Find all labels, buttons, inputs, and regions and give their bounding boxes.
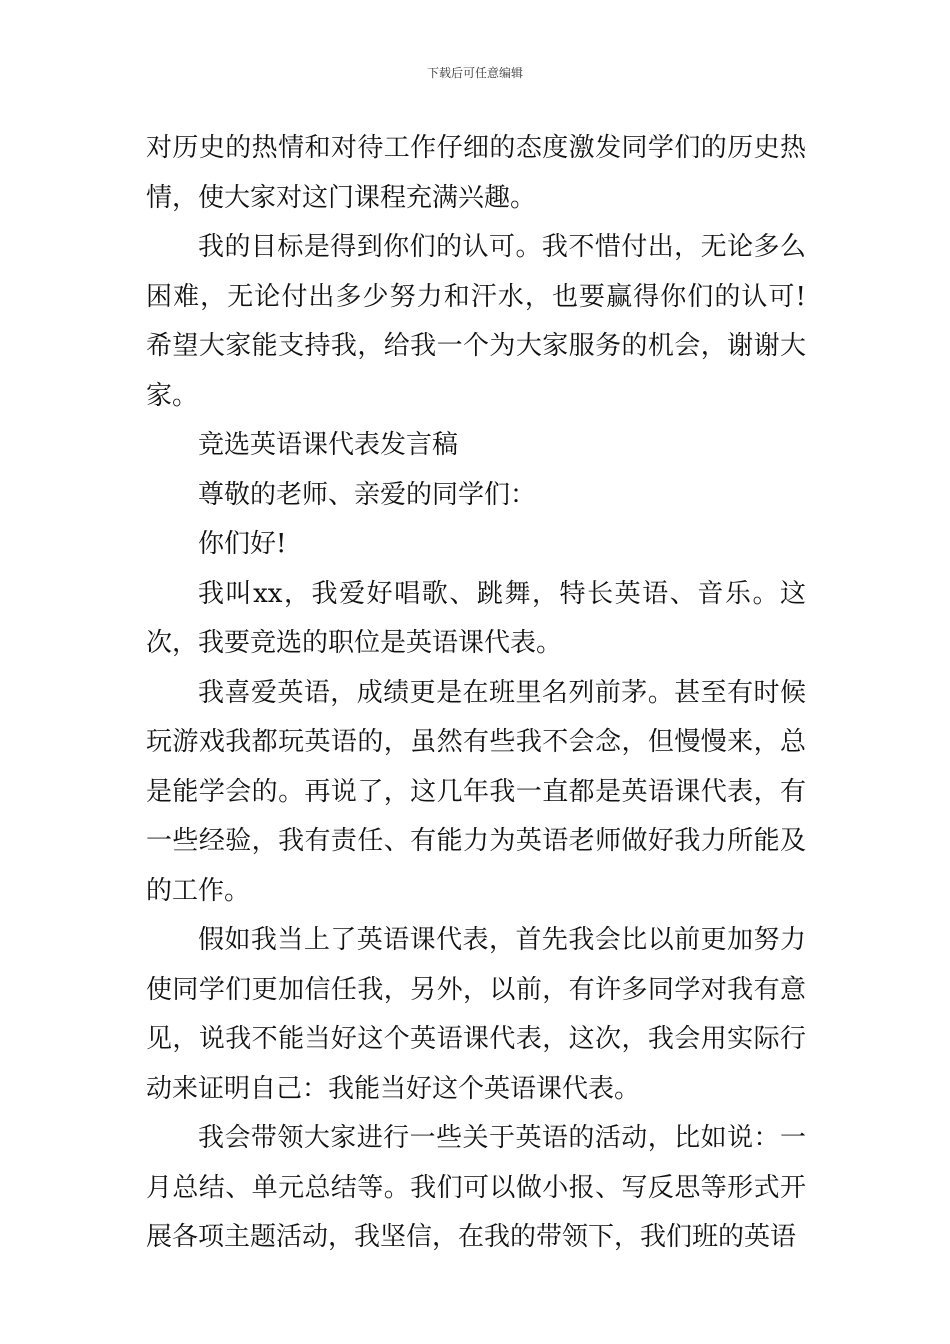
paragraph: 对历史的热情和对待工作仔细的态度激发同学们的历史热情，使大家对这门课程充满兴趣。 (146, 133, 806, 213)
page-header: 下载后可任意编辑 (426, 66, 523, 80)
paragraph: 假如我当上了英语课代表，首先我会比以前更加努力使同学们更加信任我，另外，以前，有许多同学对我有意见，说我不能当好这个英语课代表，这次，我会用实际行动来证明自己：我能当好这个英语课代表。 (146, 925, 806, 1104)
paragraph: 我叫xx，我爱好唱歌、跳舞，特长英语、音乐。这次，我要竞选的职位是英语课代表。 (146, 578, 806, 658)
document-body (146, 124, 806, 1263)
paragraph: 我的目标是得到你们的认可。我不惜付出，无论多么困难，无论付出多少努力和汗水，也要赢得你们的认可!希望大家能支持我，给我一个为大家服务的机会，谢谢大家。 (146, 232, 806, 411)
paragraph: 我会带领大家进行一些关于英语的活动，比如说：一月总结、单元总结等。我们可以做小报、写反思等形式开展各项主题活动，我坚信，在我的带领下，我们班的英语 (146, 1123, 806, 1252)
paragraph: 我喜爱英语，成绩更是在班里名列前茅。甚至有时候玩游戏我都玩英语的，虽然有些我不会念，但慢慢来，总是能学会的。再说了，这几年我一直都是英语课代表，有一些经验，我有责任、有能力为英语老师做好我力所能及的工作。 (146, 677, 806, 906)
salutation: 尊敬的老师、亲爱的同学们： (198, 479, 537, 510)
section-title: 竞选英语课代表发言稿 (198, 430, 459, 460)
greeting: 你们好! (198, 529, 287, 559)
